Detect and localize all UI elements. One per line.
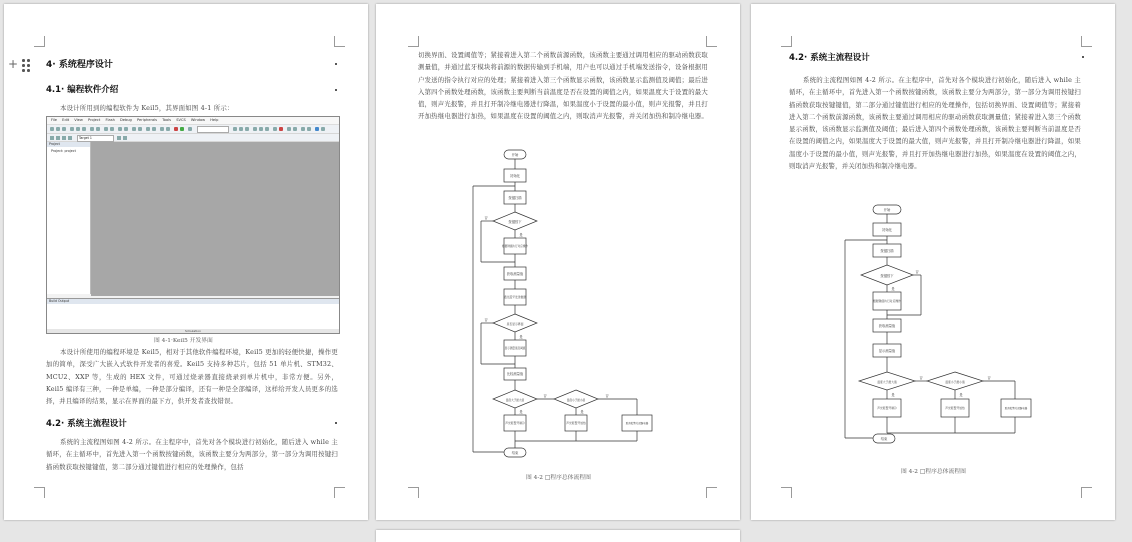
figure-caption: 图 4-1·Keil5 开发界面 [154,338,213,344]
flow-key-scan-label: 按键扫描 [508,196,522,200]
document-page-2 [376,4,740,520]
drag-handle-icon[interactable] [22,59,32,73]
section-title: 4.2· 系统主流程设计 [46,419,127,429]
flow-no-label: 否 [484,318,488,322]
margin-dot [1082,56,1084,58]
project-panel-header: Project [47,142,90,147]
flow-over-max-label: 温度大于最大值 [877,380,897,384]
paragraph: 本设计所使用的编程环境是 Keil5，相对于其他软件编程环境，Keil5 更加的轻便快捷，操作更加的简单，深受广大嵌入式软件开发者的喜爱。Keil5 支持多种芯片，包括 51 单片机、STM32、MCU2、XXP 等，生成的 HEX 文件，可通过烧录器直接烧录到单片机中，非常方便。另外，Keil5 编译有三种，一种是单编，一种是部分编译，还有一种是全部编译，这样给开发人员更多的选择，并且编译的结果，显示在界面的最下方，供开发者查找错误。 [46,348,338,406]
flow-action-heat-label: 声光报警开加热 [945,406,965,410]
flow-get-data-label: 获取测量值 [878,324,896,328]
flowchart [471,146,661,464]
flow-start-label: 开始 [511,153,519,157]
flowchart [843,202,1043,452]
crop-mark [706,36,717,47]
menu-item: SVCS [176,118,186,122]
menu-item: Help [210,118,219,122]
flow-end-label: 结束 [880,437,888,441]
document-page-3 [751,4,1115,520]
margin-dot [335,63,337,65]
flow-init-label: 初始化 [882,228,892,232]
flow-yes-label: 是 [580,410,584,414]
menu-item: View [74,118,83,122]
flow-no-label: 否 [919,376,923,380]
menu-item: Flash [105,118,115,122]
flow-no-label: 否 [543,394,547,398]
crop-mark [408,487,419,498]
paragraph: 切换界面、设置阈值等；紧接着进入第二个函数前源函数，该函数主要通过调用相应的驱动函数获取测量值，并通过蓝牙模块将前源的数据传输到手机端，用户也可以通过手机端发送指令，设备根据用户发送的指令执行对应的处理；紧接着进入第三个函数显示函数，该函数显示监测值及阈值；最后进入第四个函数处理函数，该函数主要判断当前温度是否在设置的阈值之内，如果温度大于设置的最大值，则声光报警，并且打开制冷继电器进行降温，如果温度小于设置的最小值，则声光报警，并且打开加热继电器进行加热，如果温度在设置的阈值之内，则取消声光报警，并关闭加热和制冷继电器。 [418,51,708,121]
flow-handle-label: 比较测量值 [506,372,524,376]
margin-dot [335,89,337,91]
menu-item: Debug [120,118,132,122]
flow-display-q-label: 是否显示界面 [506,322,524,326]
crop-mark [781,36,792,47]
crop-mark [408,36,419,47]
flow-action-cancel-label: 取消报警关闭继电器 [625,422,649,425]
status-bar: Simulation [47,329,339,333]
flow-no-label: 否 [484,216,488,220]
menu-item: Peripherals [137,118,158,122]
crop-mark [781,487,792,498]
flow-no-label: 否 [915,270,919,274]
ide-menubar [47,117,339,125]
crop-mark [1081,36,1092,47]
editor-area [91,142,339,296]
ide-screenshot [46,116,340,334]
flow-send-label: 通过蓝牙发送数据 [503,295,527,299]
flow-key-pressed-label: 按键按下 [880,274,894,278]
menu-item: Window [190,118,206,122]
flow-no-label: 否 [987,376,991,380]
build-output-header: Build Output [47,299,339,304]
flow-key-scan-label: 按键扫描 [880,249,894,253]
project-panel [47,142,91,294]
margin-dot [335,422,337,424]
document-page-1 [4,4,368,520]
menu-item: Edit [62,118,70,122]
flow-yes-label: 是 [519,410,523,414]
flow-display-label: 显示测量值 [878,349,896,353]
menu-item: Tools [162,118,172,122]
crop-mark [34,36,45,47]
flow-no-label: 否 [605,394,609,398]
add-block-icon[interactable]: + [8,57,19,71]
crop-mark [706,487,717,498]
figure-caption: 图 4-2 □程序总体流程图 [901,469,966,475]
flow-end-label: 结束 [511,451,519,455]
flow-yes-label: 是 [519,233,523,237]
flow-action-cool-label: 声光报警开制冷 [505,421,525,425]
paragraph: 本设计所用到的编程软件为 Keil5，其界面如图 4-1 所示： [60,104,234,112]
section-title: 4.2· 系统主流程设计 [789,53,870,63]
figure-caption: 图 4-2 □程序总体流程图 [526,475,591,481]
ide-toolbar [47,125,339,134]
flow-yes-label: 是 [959,393,963,397]
flow-under-min-label: 温度小于最小值 [566,399,586,402]
flow-key-process-label: 根据键值执行对应操作 [873,299,901,303]
flow-yes-label: 是 [519,335,523,339]
menu-item: Project [87,118,101,122]
flow-key-pressed-label: 按键按下 [508,220,522,224]
crop-mark [34,487,45,498]
document-page-4 [376,530,740,542]
flow-action-heat-label: 声光报警开加热 [566,421,586,425]
ide-build-toolbar [47,134,339,142]
flow-under-min-label: 温度小于最小值 [945,380,965,384]
crop-mark [334,36,345,47]
flow-init-label: 初始化 [510,174,520,178]
flow-action-cool-label: 声光报警开制冷 [877,406,897,410]
section-title: 4.1· 编程软件介绍 [46,85,119,95]
flow-action-cancel-label: 取消报警关闭继电器 [1004,407,1028,410]
flow-display-label: 显示测量值及阈值 [504,347,526,350]
flow-yes-label: 是 [891,287,895,291]
crop-mark [334,487,345,498]
target-select[interactable]: Target 1 [77,135,114,142]
paragraph: 系统的主流程图如图 4-2 所示。在主程序中，首先对各个模块进行初始化，随后进入 while 主循环，在主循环中，首先进入第一个函数按键函数，该函数主要分为两部分，第一部分为调用按键扫描函数获取按键键值，第二部分通过键值进行相应的处理操作，包括 [46,438,338,471]
chapter-title: 4· 系统程序设计 [46,60,113,70]
menu-item: File [51,118,58,122]
crop-mark [1081,487,1092,498]
flow-over-max-label: 温度大于最大值 [505,399,525,402]
flow-start-label: 开始 [883,208,891,212]
paragraph: 系统的主流程图如图 4-2 所示。在主程序中，首先对各个模块进行初始化，随后进入 while 主循环，在主循环中，首先进入第一个函数按键函数，该函数主要分为两部分，第一部分为调用按键扫描函数获取按键键值，第二部分通过键值进行相应的处理操作，包括切换界面、设置阈值等；紧接着进入第二个函数前源函数，该函数主要通过调用相应的驱动函数获取测量值；紧接着进入第三个函数显示函数，该函数显示监测值及阈值；最后进入第四个函数处理函数，该函数主要判断当前温度是否在设置的阈值之内，如果温度大于设置的最大值，则声光报警，并且打开制冷继电器进行降温，如果温度小于设置的最小值，则声光报警，并且打开加热继电器进行加热，如果温度在设置的阈值之内，则取消声光报警，并关闭加热和制冷继电器。 [789,76,1081,171]
project-tree-item[interactable]: Project: project [51,149,76,153]
flow-key-process-label: 根据键值执行对应操作 [502,245,528,248]
flow-yes-label: 是 [891,393,895,397]
flow-get-data-label: 获取测量值 [506,272,524,276]
